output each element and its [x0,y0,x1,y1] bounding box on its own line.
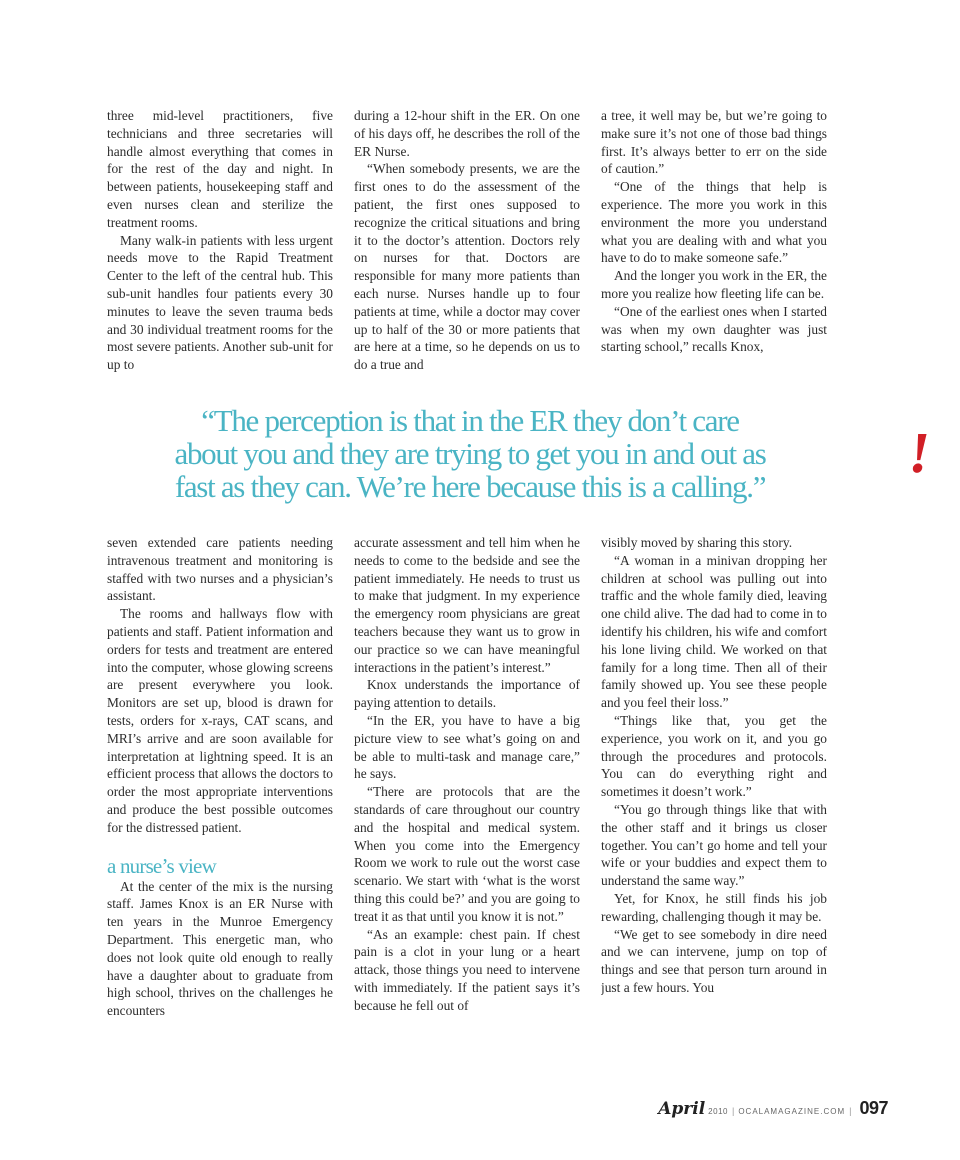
paragraph: Yet, for Knox, he still finds his job rewarding, challenging though it may be. [601,890,827,924]
footer-year: 2010 [708,1107,728,1116]
page-footer [658,1098,888,1119]
paragraph: “One of the earliest ones when I started was when my own daughter was just starting school,” recalls Knox, [601,303,827,355]
pull-quote-line: fast as they can. We’re here because this is a calling.” [174,469,766,504]
paragraph: “There are protocols that are the standards of care throughout our country and the hospital and medical system. When you come into the Emergency Room we work to rule out the worst case scenario. We start with ‘what is the worst thing this could be?’ and you are going to treat it as that until you know it is not.” [354,784,580,924]
paragraph: visibly moved by sharing this story. [601,535,793,550]
paragraph: a tree, it well may be, but we’re going to make sure it’s not one of those bad things first. It’s always better to err on the side of caution.” [601,108,827,177]
paragraph: The rooms and hallways flow with patients and staff. Patient information and orders for tests and treatment are entered into the computer, whose glowing screens are present everywhere you look. Monitors are set up, blood is drawn for tests, orders for x-rays, CAT scans, and MRI’s arrive and are soon available for interpretation at lightning speed. It is an efficient process that allows the doctors to order the most appropriate interventions and produce the best possible outcomes for the distressed patient. [107,606,333,835]
exclamation-mark-icon: ! [905,420,934,485]
bottom-column-1 [107,534,333,1054]
pull-quote [110,404,830,503]
paragraph: “A woman in a minivan dropping her children at school was pulling out into traffic and the whole family died, leaving one child alive. The dad had to come in to identify his children, his wife and comfort his lone living child. We worked on that family for a long time. Then all of their family showed up. You see these people and you feel their loss.” [601,552,827,711]
bottom-column-3 [601,534,827,1054]
pull-quote-line: about you and they are trying to get you in and out as [174,436,766,471]
paragraph: “We get to see somebody in dire need and we can intervene, jump on top of things and see that person turn around in just a few hours. You [601,926,827,995]
top-column-3 [601,107,827,377]
top-column-1 [107,107,333,377]
paragraph: Knox understands the importance of paying attention to details. [354,677,580,711]
paragraph: “In the ER, you have to have a big picture view to see what’s going on and be able to multi-task and manage care,” he says. [354,712,580,782]
paragraph: And the longer you work in the ER, the more you realize how fleeting life can be. [601,268,827,301]
top-column-2 [354,107,580,377]
paragraph: “When somebody presents, we are the first ones to do the assessment of the patient, the first ones supposed to recognize the critical situations and bring it to the doctor’s attention. Doctors rely on nurses for that. Doctors are responsible for many more patients than each nurse. Nurses handle up to four patients at time, while a doctor may cover up to half of the 30 or more patients that are here at a time, so he depends on us to do a true and [354,161,580,373]
paragraph: accurate assessment and tell him when he needs to come to the bedside and see the patient immediately. He needs to trust us to make that judgment. In my experience the emergency room physicians are great teachers because they want us to grow in our practice so we can have meaningful interactions in the patient’s interest.” [354,535,580,675]
paragraph: “You go through things like that with the other staff and it brings us closer together. You can’t go home and tell your wife or your buddies and expect them to understand the same way.” [601,801,827,889]
paragraph: “As an example: chest pain. If chest pain is a clot in your lung or a heart attack, those things you need to intervene with immediately. If the patient says it’s because he fell out of [354,926,580,1013]
paragraph: “One of the things that help is experience. The more you work in this environment the more you understand what you are dealing with and what you have to do to make someone safe.” [601,179,827,266]
footer-site: OCALAMAGAZINE.COM [738,1107,846,1116]
footer-month: April [658,1099,706,1119]
footer-separator: | [731,1106,735,1116]
paragraph: seven extended care patients needing intravenous treatment and monitoring is staffed with two nurses and a physician’s assistant. [107,535,333,604]
footer-separator: | [849,1106,852,1116]
bottom-column-2 [354,534,580,1054]
paragraph: during a 12-hour shift in the ER. On one of his days off, he describes the roll of the ER Nurse. [354,108,580,159]
paragraph: three mid-level practitioners, five technicians and three secretaries will handle almost everything that comes in for the rest of the day and night. In between patients, housekeeping staff and even nurses clean and sterilize the treatment rooms. [107,108,333,230]
page-number: 097 [859,1098,888,1118]
section-subhead: a nurse’s view [107,853,216,878]
paragraph: At the center of the mix is the nursing staff. James Knox is an ER Nurse with ten years in the Munroe Emergency Department. This energetic man, who does not look quite old enough to really have a daughter about to graduate from high school, thrives on the challenges he encounters [107,878,333,1019]
paragraph: “Things like that, you get the experience, you work on it, and you go through the procedures and protocols. You can do everything right and sometimes it doesn’t work.” [601,712,827,800]
paragraph: Many walk-in patients with less urgent needs move to the Rapid Treatment Center to the left of the central hub. This sub-unit handles four patients every 30 minutes to leave the seven trauma beds and 30 individual treatment rooms for the most severe patients. Another sub-unit for up to [107,232,333,373]
pull-quote-line: “The perception is that in the ER they don’t care [201,403,739,438]
